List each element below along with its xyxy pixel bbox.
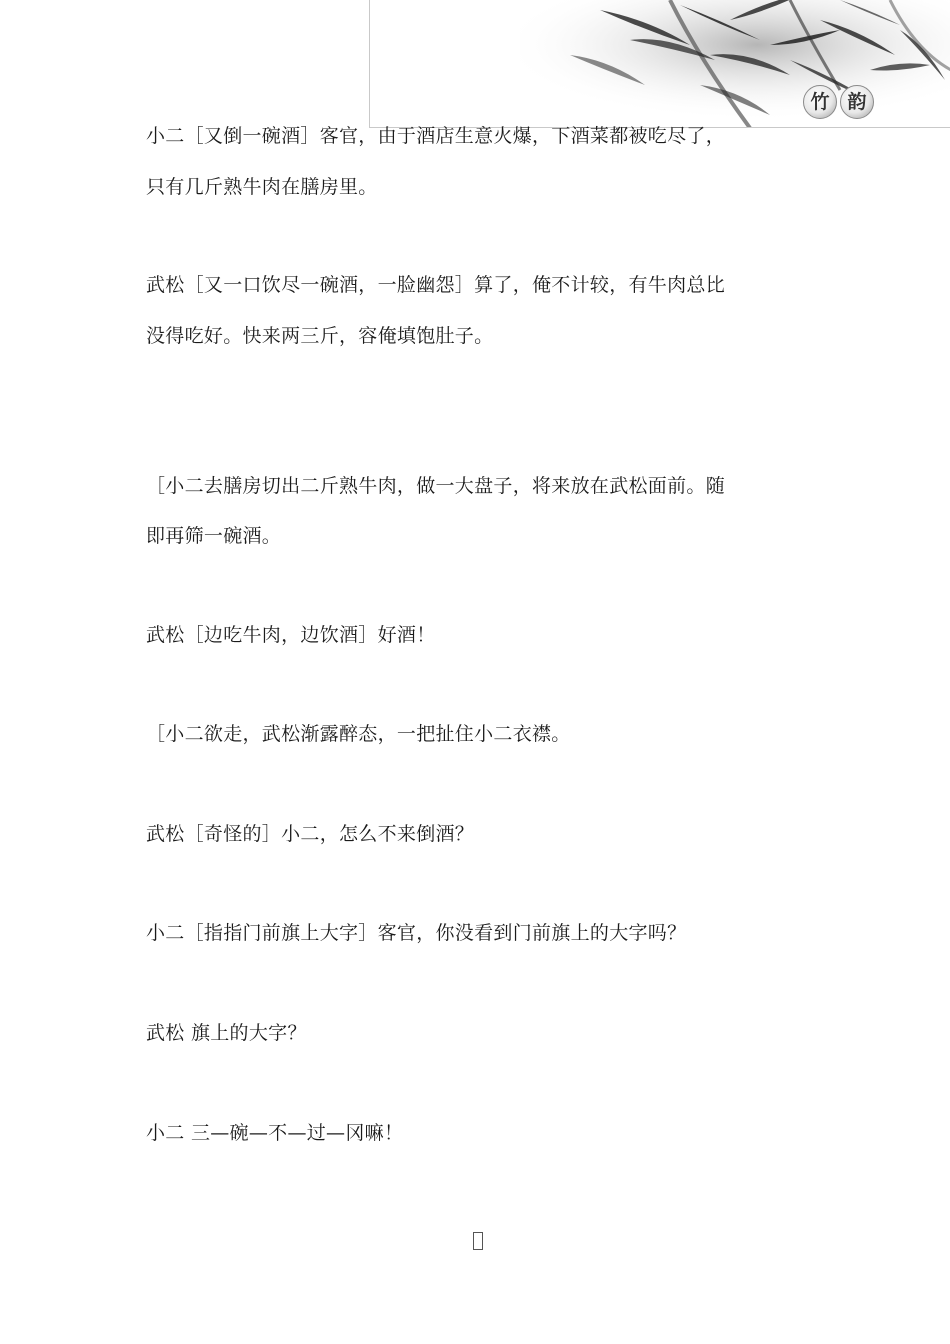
header-badge-2: 韵 xyxy=(840,85,874,119)
text-line-7: 武松［边吃牛肉，边饮酒］好酒！ xyxy=(146,624,436,646)
text-line-12: 小二 三—碗—不—过—冈嘛！ xyxy=(146,1122,404,1144)
text-line-8: ［小二欲走，武松渐露醉态，一把扯住小二衣襟。 xyxy=(146,723,571,745)
text-line-11: 武松 旗上的大字？ xyxy=(146,1022,307,1044)
text-line-6: 即再筛一碗酒。 xyxy=(146,525,282,547)
text-line-5: ［小二去膳房切出二斤熟牛肉，做一大盘子，将来放在武松面前。随 xyxy=(146,475,726,497)
text-line-1: 小二［又倒一碗酒］客官，由于酒店生意火爆，下酒菜都被吃尽了， xyxy=(146,125,726,147)
header-banner xyxy=(369,0,950,128)
text-line-10: 小二［指指门前旗上大字］客官，你没看到门前旗上的大字吗？ xyxy=(146,922,687,944)
page-marker-icon xyxy=(473,1232,483,1250)
text-line-4: 没得吃好。快来两三斤，容俺填饱肚子。 xyxy=(146,325,494,347)
text-line-3: 武松［又一口饮尽一碗酒，一脸幽怨］算了，俺不计较，有牛肉总比 xyxy=(146,274,726,296)
text-line-9: 武松［奇怪的］小二，怎么不来倒酒？ xyxy=(146,823,475,845)
header-badge-1: 竹 xyxy=(803,85,837,119)
text-line-2: 只有几斤熟牛肉在膳房里。 xyxy=(146,176,378,198)
